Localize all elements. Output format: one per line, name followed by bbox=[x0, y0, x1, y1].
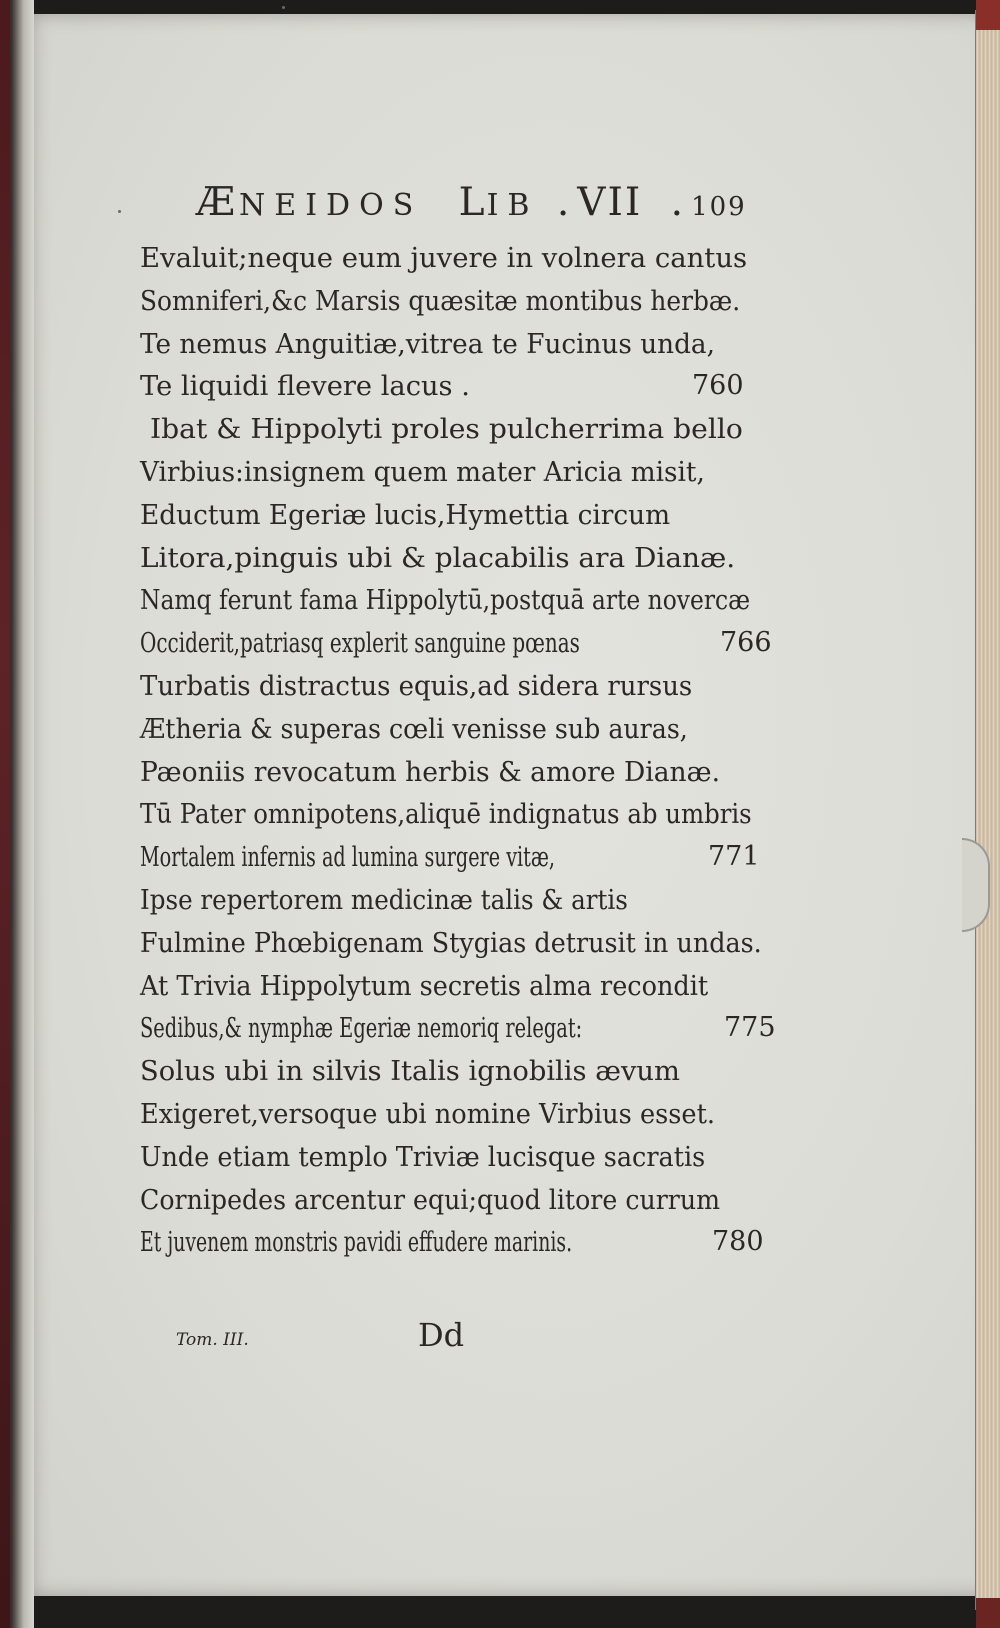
header-title-initial: Æ bbox=[196, 180, 238, 225]
verse-line bbox=[140, 452, 731, 492]
verse-text: Ibat & Hippolyti proles pulcherrima bello bbox=[150, 413, 743, 446]
ink-speck bbox=[118, 210, 121, 213]
verse-line bbox=[140, 324, 741, 364]
verse-text: Pæoniis revocatum herbis & amore Dianæ. bbox=[140, 755, 721, 788]
verse-text: Unde etiam templo Triviæ lucisque sacratis bbox=[140, 1140, 706, 1173]
line-number: 766 bbox=[720, 627, 772, 659]
verse-line bbox=[140, 752, 741, 792]
binding-cover-edge bbox=[0, 0, 10, 1628]
verse-line bbox=[140, 1180, 772, 1220]
verse-line bbox=[150, 409, 743, 449]
header-lib-initial: L bbox=[458, 180, 487, 225]
signature-mark: Tom. III. bbox=[176, 1330, 249, 1350]
verse-line bbox=[140, 966, 752, 1006]
header-dot: . bbox=[670, 180, 686, 225]
verse-line bbox=[140, 709, 736, 749]
cover-corner-bottom bbox=[976, 1598, 1000, 1628]
verse-line bbox=[140, 366, 744, 406]
verse-line bbox=[140, 923, 813, 963]
verse-line bbox=[140, 1137, 750, 1177]
verse-text: Exigeret,versoque ubi nomine Virbius esset. bbox=[140, 1098, 716, 1130]
verse-text: Solus ubi in silvis Italis ignobilis ævum bbox=[140, 1055, 680, 1088]
page-number: 109 bbox=[691, 192, 747, 222]
verse-line bbox=[140, 238, 748, 278]
verse-text: Virbius:insignem quem mater Aricia misit, bbox=[140, 456, 705, 488]
verse-text: Cornipedes arcentur equi;quod litore currum bbox=[140, 1183, 721, 1216]
verse-text: Ipse repertorem medicinæ talis & artis bbox=[140, 884, 628, 916]
verse-text: Litora,pinguis ubi & placabilis ara Dianæ. bbox=[140, 541, 736, 574]
verse-line bbox=[140, 1008, 776, 1048]
page-edge-tab bbox=[962, 838, 990, 932]
running-header bbox=[196, 180, 796, 230]
verse-text: Evaluit;neque eum juvere in volnera cantus bbox=[140, 242, 748, 274]
verse-line bbox=[140, 1094, 757, 1134]
binding-gutter bbox=[0, 0, 34, 1628]
verse-text: Namq ferunt fama Hippolytū,postquā arte novercæ bbox=[140, 584, 751, 617]
verse-line bbox=[140, 666, 725, 706]
page-fore-edge bbox=[975, 10, 1000, 1610]
verse-text: Somniferi,&c Marsis quæsitæ montibus herbæ. bbox=[140, 284, 741, 317]
cover-corner-top bbox=[976, 0, 1000, 30]
line-number: 780 bbox=[712, 1226, 764, 1258]
verse-text: Mortalem infernis ad lumina surgere vitæ, bbox=[140, 841, 556, 874]
verse-line bbox=[140, 580, 858, 620]
ink-speck bbox=[282, 6, 285, 9]
verse-line bbox=[140, 880, 686, 920]
header-book-numeral: VII bbox=[577, 180, 643, 225]
verse-line bbox=[140, 538, 736, 578]
verse-text: Fulmine Phœbigenam Stygias detrusit in undas. bbox=[140, 926, 762, 959]
verse-line bbox=[140, 1222, 770, 1262]
verse-text: Te nemus Anguitiæ,vitrea te Fucinus unda, bbox=[140, 327, 715, 360]
header-dot: . bbox=[556, 180, 572, 225]
verse-text: Occiderit,patriasq explerit sanguine pœnas bbox=[140, 627, 580, 660]
verse-text: Ætheria & superas cœli venisse sub auras, bbox=[140, 712, 688, 745]
gathering-mark: Dd bbox=[418, 1316, 465, 1354]
verse-text: Tū Pater omnipotens,aliquē indignatus ab umbris bbox=[140, 798, 752, 831]
verse-text: Turbatis distractus equis,ad sidera rursus bbox=[140, 670, 693, 702]
line-number: 760 bbox=[692, 370, 744, 402]
verse-text: At Trivia Hippolytum secretis alma recondit bbox=[140, 969, 709, 1002]
line-number: 775 bbox=[724, 1012, 776, 1044]
verse-line bbox=[140, 1051, 683, 1091]
header-lib-rest: IB bbox=[486, 188, 539, 223]
verse-line bbox=[140, 837, 760, 877]
header-title-rest: NEIDOS bbox=[239, 188, 423, 223]
verse-text: Et juvenem monstris pavidi effudere marinis. bbox=[140, 1226, 573, 1259]
verse-line bbox=[140, 794, 830, 834]
verse-text: Sedibus,& nymphæ Egeriæ nemoriq relegat: bbox=[140, 1012, 583, 1045]
verse-text: Eductum Egeriæ lucis,Hymettia circum bbox=[140, 498, 671, 531]
verse-line bbox=[140, 623, 772, 663]
verse-line bbox=[140, 281, 805, 321]
line-number: 771 bbox=[708, 841, 760, 873]
verse-line bbox=[140, 495, 693, 535]
verse-text: Te liquidi flevere lacus . bbox=[140, 370, 470, 403]
